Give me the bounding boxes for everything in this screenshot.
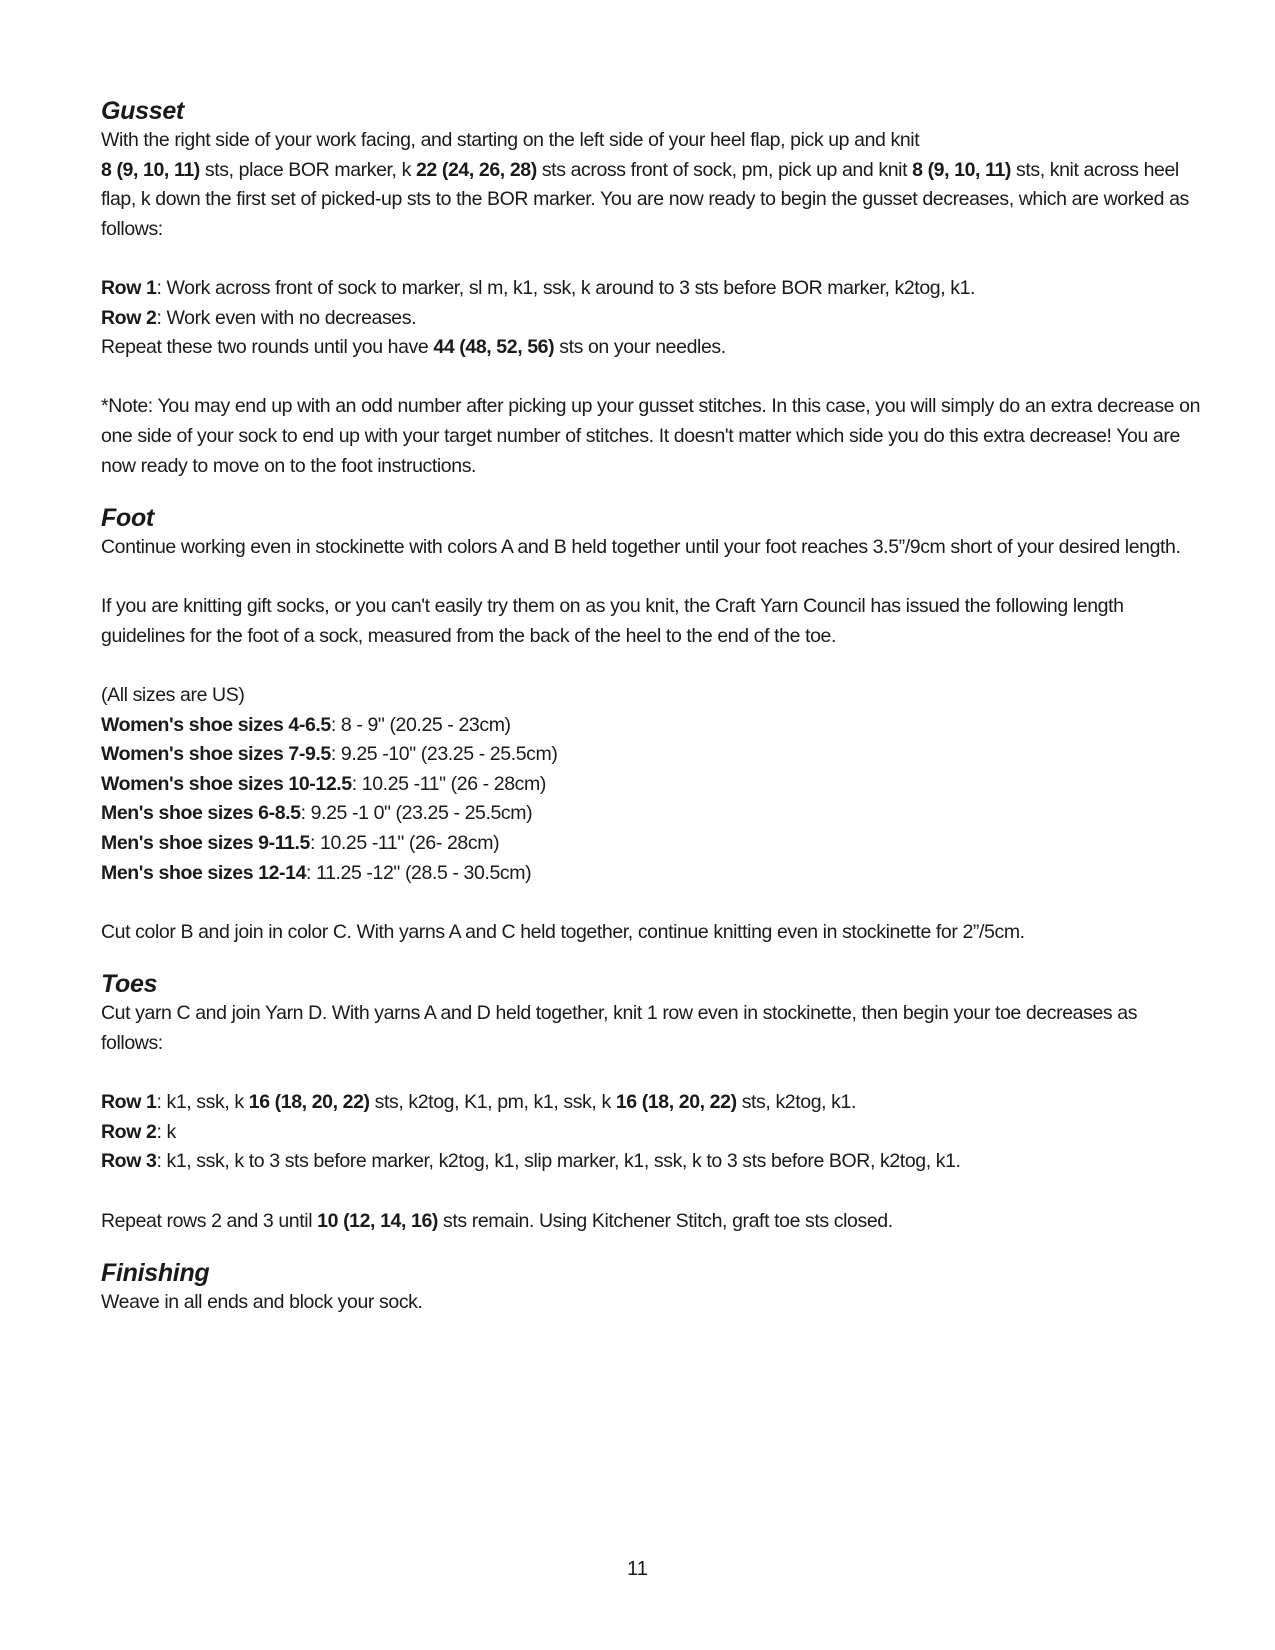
foot-paragraph-2: If you are knitting gift socks, or you can't easily try them on as you knit, the Craft Yarn Council has issued the following length guidelines for the foot of a sock, measured from the back of the heel to the end of the toe. xyxy=(101,595,1124,647)
gusset-pickup-count: 8 (9, 10, 11) xyxy=(101,158,200,181)
finishing-paragraph: Weave in all ends and block your sock. xyxy=(101,1291,423,1314)
gusset-heading: Gusset xyxy=(101,97,184,125)
gusset-section xyxy=(101,96,1201,481)
sizes-note: (All sizes are US) xyxy=(101,684,245,707)
document-page xyxy=(101,96,1201,1318)
gusset-front-count: 22 (24, 26, 28) xyxy=(415,158,537,181)
size-item: Women's shoe sizes 10-12.5: 10.25 -11" (26 - 28cm) xyxy=(101,772,546,795)
page-number: 11 xyxy=(627,1558,648,1580)
size-item: Women's shoe sizes 4-6.5: 8 - 9" (20.25 - 23cm) xyxy=(101,713,511,736)
foot-paragraph-3: Cut color B and join in color C. With yarns A and C held together, continue knitting even in stockinette for 2”/5cm. xyxy=(101,920,1025,943)
finishing-section xyxy=(101,1258,1201,1318)
toes-intro: Cut yarn C and join Yarn D. With yarns A and D held together, knit 1 row even in stockinette, then begin your toe decreases as follows: xyxy=(101,1002,1138,1055)
toes-row-3: Row 3: k1, ssk, k to 3 sts before marker, k2tog, k1, slip marker, k1, ssk, k to 3 sts before BOR, k2tog, k1. xyxy=(101,1150,961,1173)
size-item: Men's shoe sizes 12-14: 11.25 -12" (28.5 - 30.5cm) xyxy=(101,861,532,884)
gusset-note: *Note: You may end up with an odd number after picking up your gusset stitches. In this case, you will simply do an extra decrease on one side of your sock to end up with your target number of stitches. It doesn't matter which side you do this extra decrease! You are now ready to move on to the foot instructions. xyxy=(101,395,1201,477)
gusset-repeat: Repeat these two rounds until you have 44 (48, 52, 56) sts on your needles. xyxy=(101,336,726,359)
foot-heading: Foot xyxy=(101,504,154,533)
toes-section xyxy=(101,969,1201,1236)
size-list xyxy=(101,711,1201,889)
size-item: Women's shoe sizes 7-9.5: 9.25 -10" (23.25 - 25.5cm) xyxy=(101,743,558,766)
gusset-intro-paragraph: 8 (9, 10, 11) sts, place BOR marker, k 22 (24, 26, 28) sts across front of sock, pm, pick up and knit 8 (9, 10, 11) sts, knit across heel flap, k down the first set of picked-up sts to the BOR marker. You are now ready to begin the gusset decreases, which are worked as follows: xyxy=(101,158,1189,240)
toes-repeat: Repeat rows 2 and 3 until 10 (12, 14, 16) sts remain. Using Kitchener Stitch, graft toe sts closed. xyxy=(101,1209,893,1232)
gusset-intro-line: With the right side of your work facing, and starting on the left side of your heel flap, pick up and knit xyxy=(101,129,920,151)
gusset-pickup-count-2: 8 (9, 10, 11) xyxy=(912,158,1011,181)
gusset-row-1: Row 1: Work across front of sock to marker, sl m, k1, ssk, k around to 3 sts before BOR marker, k2tog, k1. xyxy=(101,276,976,299)
gusset-row-2: Row 2: Work even with no decreases. xyxy=(101,306,417,329)
foot-section xyxy=(101,503,1201,947)
finishing-heading: Finishing xyxy=(101,1259,210,1288)
size-item: Men's shoe sizes 9-11.5: 10.25 -11" (26- 28cm) xyxy=(101,832,500,855)
toes-heading: Toes xyxy=(101,970,158,999)
foot-paragraph-1: Continue working even in stockinette with colors A and B held together until your foot reaches 3.5”/9cm short of your desired length. xyxy=(101,536,1181,559)
size-item: Men's shoe sizes 6-8.5: 9.25 -1 0" (23.25 - 25.5cm) xyxy=(101,802,533,825)
toes-row-1: Row 1: k1, ssk, k 16 (18, 20, 22) sts, k2tog, K1, pm, k1, ssk, k 16 (18, 20, 22) sts, k2tog, k1. xyxy=(101,1091,856,1114)
toes-row-2: Row 2: k xyxy=(101,1120,176,1143)
